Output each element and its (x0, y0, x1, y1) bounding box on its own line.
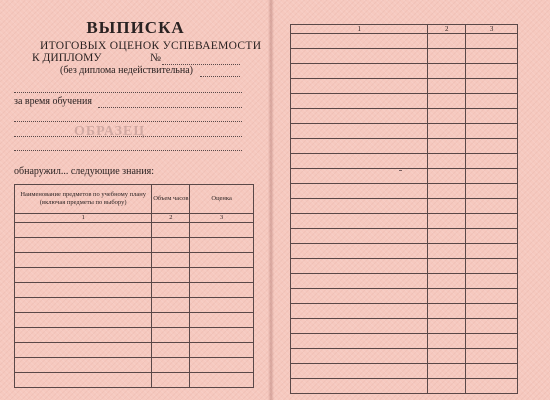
hours-cell[interactable] (428, 334, 466, 349)
hours-cell[interactable] (152, 223, 190, 238)
table-row (291, 364, 518, 379)
table-row (291, 124, 518, 139)
grade-cell[interactable] (466, 139, 518, 154)
hours-cell[interactable] (428, 34, 466, 49)
page-fold (268, 0, 274, 400)
table-row (291, 229, 518, 244)
column-number: 3 (190, 214, 254, 223)
column-number-row (291, 25, 518, 34)
subject-cell[interactable] (291, 244, 428, 259)
fill-line[interactable] (14, 121, 242, 122)
hours-cell[interactable] (428, 274, 466, 289)
subject-cell[interactable] (291, 154, 428, 169)
table-row (15, 358, 254, 373)
table-row (15, 253, 254, 268)
column-number: 2 (428, 25, 466, 34)
grade-cell[interactable] (466, 79, 518, 94)
no-diploma-note: (без диплома недействительна) (60, 65, 193, 76)
subject-cell[interactable] (291, 169, 428, 184)
grade-cell[interactable] (466, 214, 518, 229)
table-header-row (15, 185, 254, 214)
hours-cell[interactable] (428, 94, 466, 109)
hours-cell[interactable] (428, 364, 466, 379)
column-number: 1 (291, 25, 428, 34)
grade-cell[interactable] (466, 34, 518, 49)
hours-cell[interactable] (428, 184, 466, 199)
subject-cell[interactable] (291, 124, 428, 139)
hours-cell[interactable] (152, 343, 190, 358)
grade-cell[interactable] (466, 109, 518, 124)
column-number-row (15, 214, 254, 223)
table-row (291, 184, 518, 199)
subject-cell[interactable] (291, 274, 428, 289)
grade-cell[interactable] (466, 349, 518, 364)
table-row (291, 169, 518, 184)
grade-cell[interactable] (466, 364, 518, 379)
subject-cell[interactable] (15, 283, 152, 298)
fill-line[interactable] (14, 136, 242, 137)
hours-cell[interactable] (428, 379, 466, 394)
hours-cell[interactable] (428, 109, 466, 124)
grade-cell[interactable] (466, 289, 518, 304)
grade-cell[interactable] (466, 199, 518, 214)
table-row (291, 64, 518, 79)
grade-cell[interactable] (466, 334, 518, 349)
table-row (15, 343, 254, 358)
hours-cell[interactable] (428, 304, 466, 319)
table-row (291, 79, 518, 94)
subject-cell[interactable] (291, 49, 428, 64)
grade-cell[interactable] (466, 169, 518, 184)
subject-cell[interactable] (15, 223, 152, 238)
subject-cell[interactable] (15, 343, 152, 358)
grade-cell[interactable] (190, 283, 254, 298)
grades-table-right (290, 24, 518, 394)
grade-cell[interactable] (466, 64, 518, 79)
grade-cell[interactable] (190, 358, 254, 373)
table-row (291, 379, 518, 394)
subject-cell[interactable] (291, 199, 428, 214)
hours-cell[interactable] (428, 349, 466, 364)
document-title: ВЫПИСКА (86, 18, 185, 37)
table-row (291, 334, 518, 349)
subject-cell[interactable] (291, 79, 428, 94)
hours-cell[interactable] (428, 64, 466, 79)
grade-cell[interactable] (190, 298, 254, 313)
table-row (15, 283, 254, 298)
table-row (15, 373, 254, 388)
hours-cell[interactable] (152, 238, 190, 253)
table-row (15, 268, 254, 283)
diploma-number-label: № (150, 52, 161, 64)
table-row (291, 244, 518, 259)
hours-cell[interactable] (428, 124, 466, 139)
column-number: 3 (466, 25, 518, 34)
grade-cell[interactable] (466, 244, 518, 259)
grade-cell[interactable] (466, 124, 518, 139)
fill-line[interactable] (200, 76, 240, 77)
hours-cell[interactable] (428, 244, 466, 259)
grade-cell[interactable] (190, 343, 254, 358)
table-row (291, 139, 518, 154)
subject-cell[interactable] (291, 319, 428, 334)
grade-cell[interactable] (190, 373, 254, 388)
subject-cell[interactable] (15, 373, 152, 388)
subject-cell[interactable] (291, 229, 428, 244)
table-row (291, 94, 518, 109)
grade-cell[interactable] (466, 94, 518, 109)
grade-cell[interactable] (190, 238, 254, 253)
subject-cell[interactable] (291, 34, 428, 49)
subject-cell[interactable] (291, 109, 428, 124)
table-row (291, 304, 518, 319)
subject-cell[interactable] (15, 313, 152, 328)
left-page (0, 0, 271, 400)
hours-cell[interactable] (152, 283, 190, 298)
grades-table-left (14, 184, 254, 388)
hours-cell[interactable] (428, 289, 466, 304)
header-grade: Оценка (190, 185, 254, 214)
table-row (15, 223, 254, 238)
hours-cell[interactable] (428, 199, 466, 214)
subject-cell[interactable] (291, 184, 428, 199)
table-row (291, 349, 518, 364)
subject-cell[interactable] (291, 94, 428, 109)
hours-cell[interactable] (428, 229, 466, 244)
hours-cell[interactable] (152, 298, 190, 313)
column-number: 2 (152, 214, 190, 223)
hours-cell[interactable] (428, 259, 466, 274)
grade-cell[interactable] (190, 223, 254, 238)
hours-cell[interactable] (428, 79, 466, 94)
subject-cell[interactable] (15, 328, 152, 343)
table-row (291, 319, 518, 334)
column-number: 1 (15, 214, 152, 223)
table-row (15, 328, 254, 343)
subject-cell[interactable] (291, 259, 428, 274)
subject-cell[interactable] (291, 349, 428, 364)
document-subtitle: ИТОГОВЫХ ОЦЕНОК УСПЕВАЕМОСТИ (40, 40, 262, 52)
table-row (291, 289, 518, 304)
subject-cell[interactable] (291, 289, 428, 304)
grade-cell[interactable] (190, 328, 254, 343)
subject-cell[interactable] (15, 253, 152, 268)
table-row (15, 238, 254, 253)
faint-stamp: ОБРАЗЕЦ (74, 124, 146, 139)
subject-cell[interactable] (291, 364, 428, 379)
knowledge-label: обнаружил... следующие знания: (14, 166, 154, 177)
subject-cell[interactable] (15, 268, 152, 283)
fill-line[interactable] (14, 150, 242, 151)
ink-speck (399, 170, 402, 171)
table-row (291, 199, 518, 214)
grade-cell[interactable] (466, 319, 518, 334)
header-subject: Наименование предметов по учебному плану (включая предметы по выбору) (15, 185, 152, 214)
hours-cell[interactable] (428, 139, 466, 154)
grade-cell[interactable] (466, 259, 518, 274)
hours-cell[interactable] (152, 373, 190, 388)
to-diploma-label: К ДИПЛОМУ (32, 52, 102, 64)
hours-cell[interactable] (428, 319, 466, 334)
grade-cell[interactable] (466, 229, 518, 244)
grade-cell[interactable] (466, 304, 518, 319)
table-row (291, 34, 518, 49)
grade-cell[interactable] (466, 379, 518, 394)
subject-cell[interactable] (15, 238, 152, 253)
table-row (15, 313, 254, 328)
table-row (15, 298, 254, 313)
subject-cell[interactable] (291, 334, 428, 349)
subject-cell[interactable] (291, 214, 428, 229)
subject-cell[interactable] (291, 304, 428, 319)
hours-cell[interactable] (428, 49, 466, 64)
grade-cell[interactable] (466, 184, 518, 199)
grade-cell[interactable] (466, 49, 518, 64)
grade-cell[interactable] (190, 253, 254, 268)
header-hours: Объем часов (152, 185, 190, 214)
grade-cell[interactable] (190, 268, 254, 283)
fill-line[interactable] (14, 92, 242, 93)
table-row (291, 259, 518, 274)
hours-cell[interactable] (428, 154, 466, 169)
subject-cell[interactable] (15, 298, 152, 313)
subject-cell[interactable] (291, 379, 428, 394)
hours-cell[interactable] (152, 358, 190, 373)
hours-cell[interactable] (152, 268, 190, 283)
grade-cell[interactable] (466, 154, 518, 169)
table-row (291, 274, 518, 289)
hours-cell[interactable] (152, 253, 190, 268)
hours-cell[interactable] (152, 328, 190, 343)
table-row (291, 109, 518, 124)
hours-cell[interactable] (428, 169, 466, 184)
subject-cell[interactable] (291, 64, 428, 79)
table-row (291, 49, 518, 64)
hours-cell[interactable] (152, 313, 190, 328)
table-row (291, 154, 518, 169)
grade-cell[interactable] (466, 274, 518, 289)
during-study-label: за время обучения (14, 96, 92, 107)
grade-cell[interactable] (190, 313, 254, 328)
fill-line[interactable] (98, 107, 242, 108)
subject-cell[interactable] (291, 139, 428, 154)
subject-cell[interactable] (15, 358, 152, 373)
table-row (291, 214, 518, 229)
hours-cell[interactable] (428, 214, 466, 229)
